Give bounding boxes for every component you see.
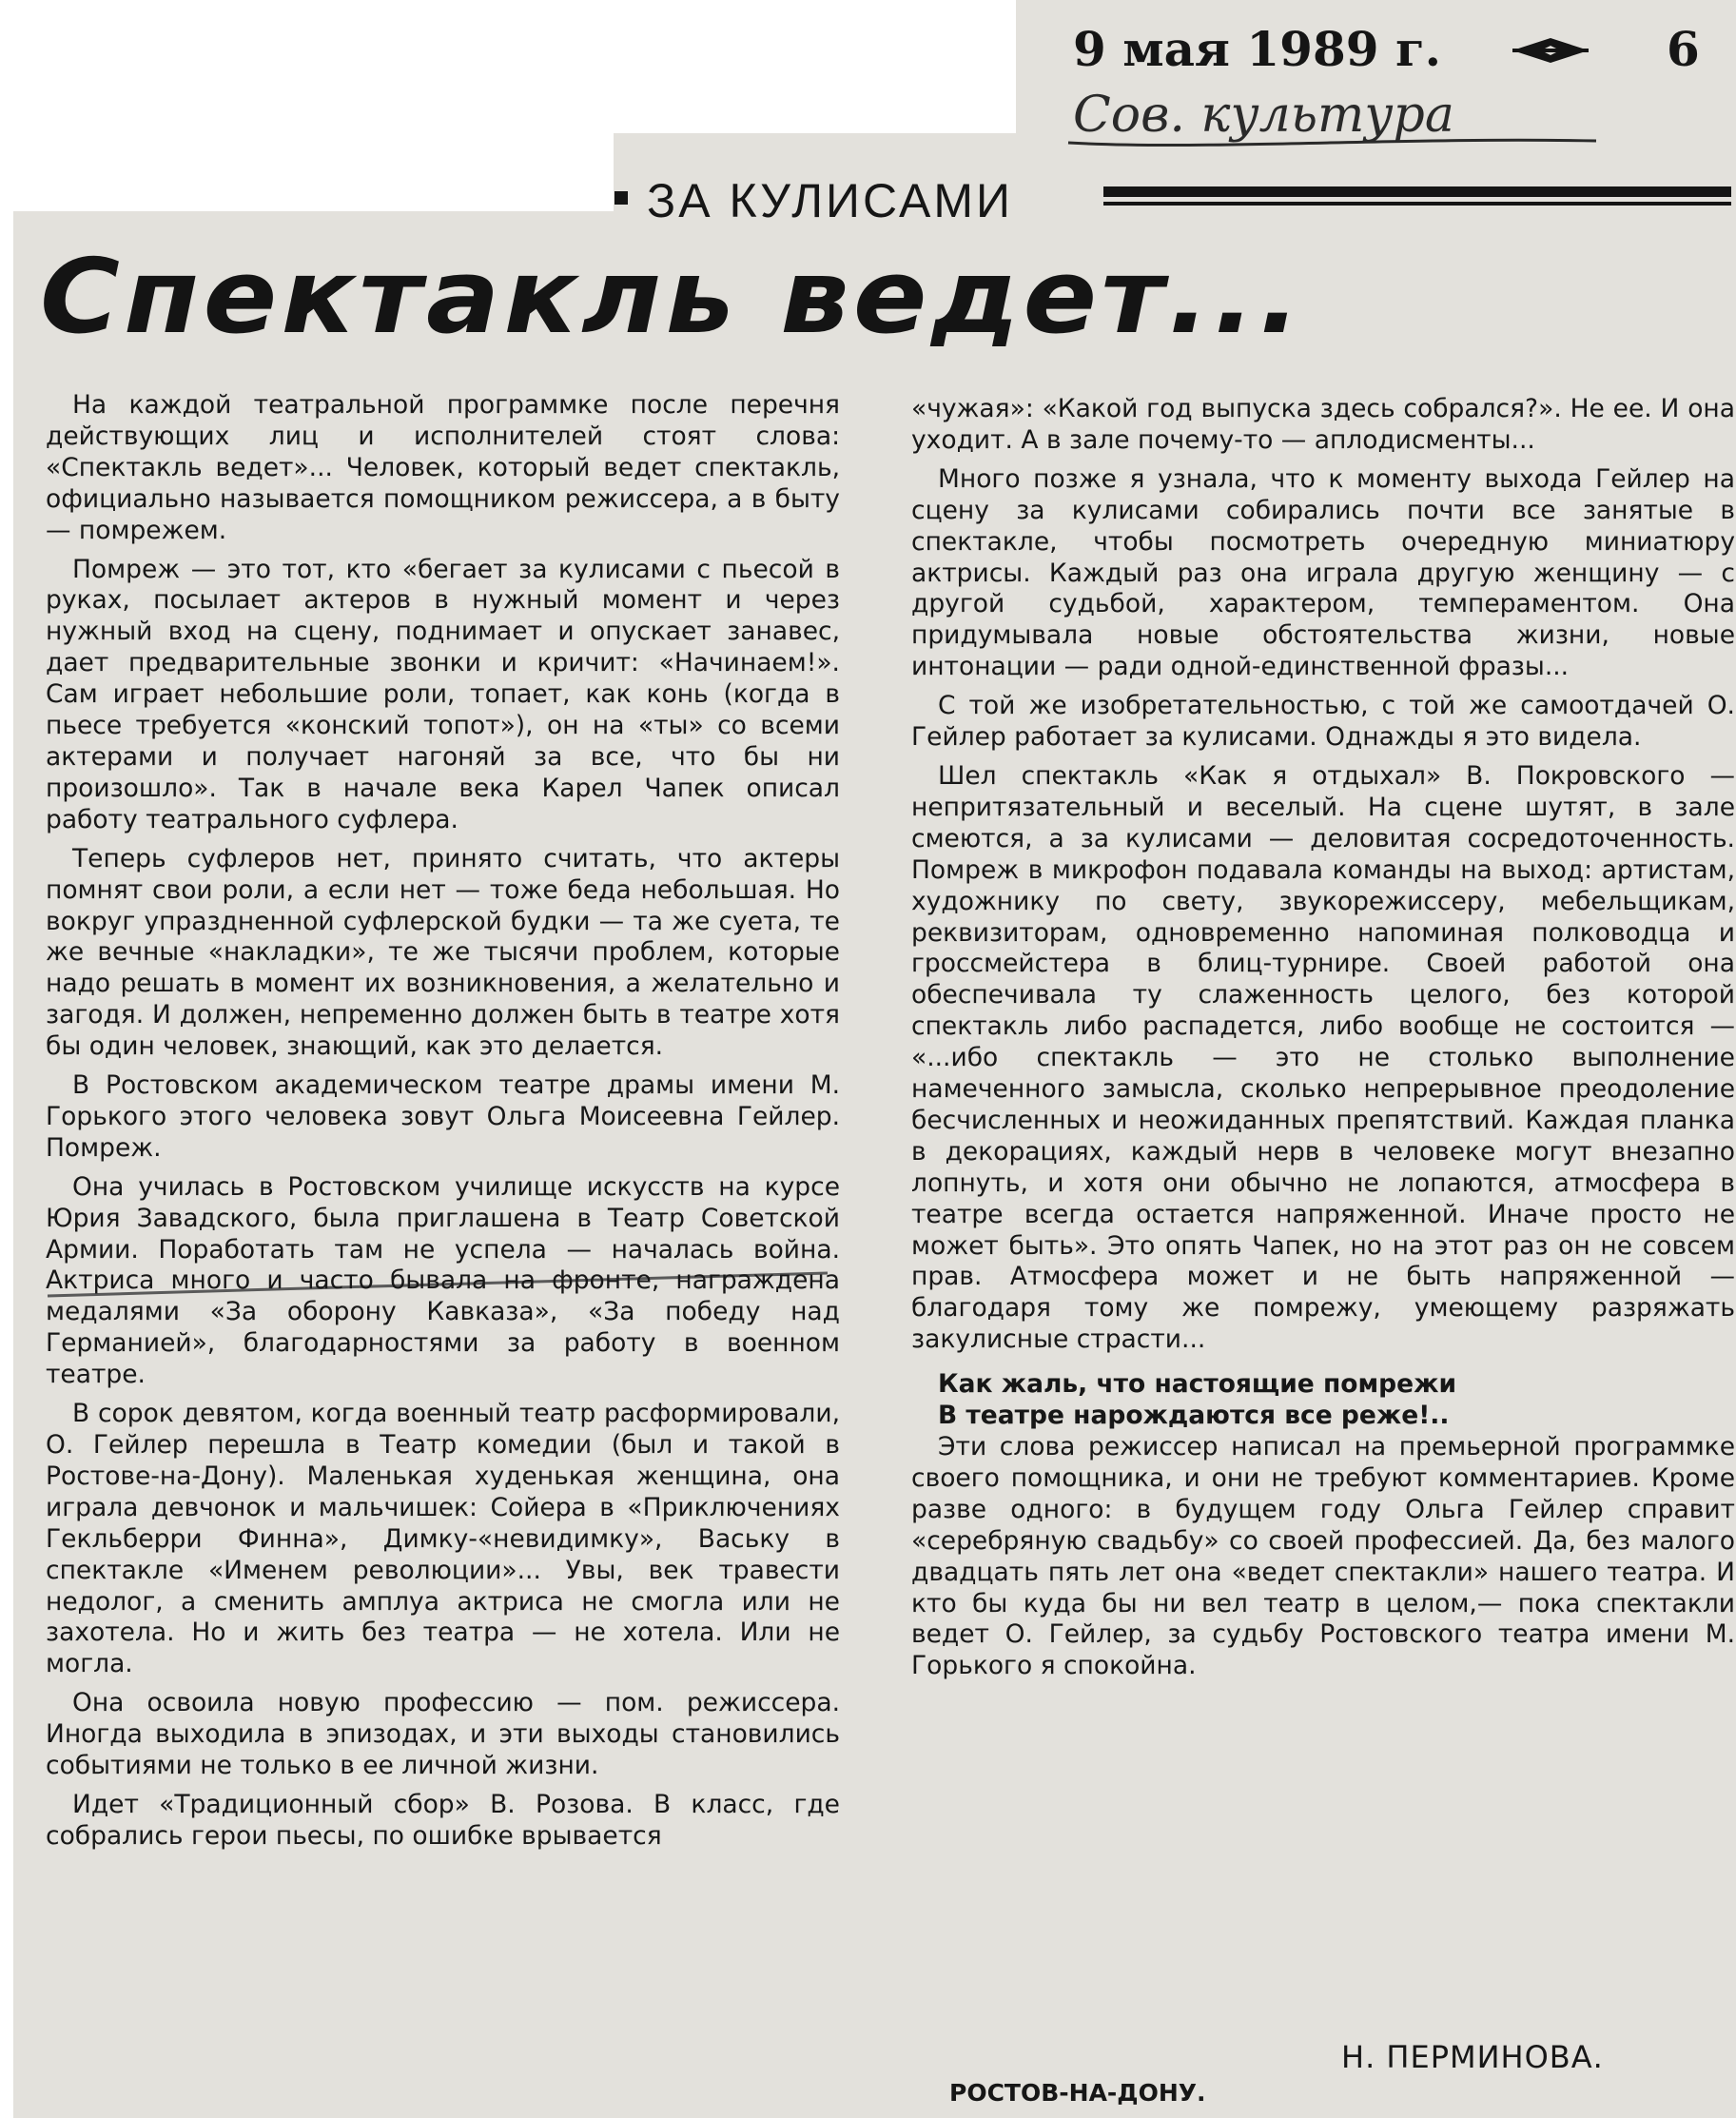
paragraph: Много позже я узнала, что к моменту выхода Гейлер на сцену за кулисами собирались почти все занятые в спектакле, чтобы посмотреть очередную миниатюру актрисы. Каждый раз она играла другую женщину — с другой судьбой, характером, темпераментом. Она придумывала новые обстоятельства жизни, новые интонации — ради одной-единственной фразы... bbox=[911, 463, 1735, 682]
paragraph: Помреж — это тот, кто «бегает за кулисами с пьесой в руках, посылает актеров в нужный момент и через нужный вход на сцену, поднимает и опускает занавес, дает предварительные звонки и кричит: «Начинаем!». Сам играет небольшие роли, топает, как конь (когда в пьесе требуется «конский топот»), он на «ты» со всеми актерами и получает нагоняй за все, что бы ни произошло». Так в начале века Карел Чапек описал работу театрального суфлера. bbox=[46, 554, 840, 834]
dateline-city: РОСТОВ-НА-ДОНУ. bbox=[949, 2079, 1206, 2107]
page-number: 6 bbox=[1667, 21, 1700, 77]
rubric-text: ЗА КУЛИСАМИ bbox=[647, 174, 1013, 227]
section-rubric bbox=[609, 173, 1013, 228]
paragraph: На каждой театральной программке после перечня действующих лиц и исполнителей стоят слова: «Спектакль ведет»... Человек, который ведет спектакль, официально называется помощником режиссера, а в быту — помрежем. bbox=[46, 390, 840, 545]
diamond-ornament-icon bbox=[1512, 36, 1589, 65]
issue-date: 9 мая 1989 г. bbox=[1073, 21, 1441, 77]
paragraph: Эти слова режиссер написал на премьерной программке своего помощника, и они не требуют комментариев. Кроме разве одного: в будущем году Ольга Гейлер справит «серебряную свадьбу» со своей профессией. Да, без малого двадцать пять лет она «ведет спектакли» нашего театра. И кто бы куда бы ни вел театр в целом,— пока спектакли ведет О. Гейлер, за судьбу Ростовского театра имени М. Горького я спокойна. bbox=[911, 1432, 1735, 1681]
rubric-rule-thin bbox=[1103, 202, 1731, 206]
article-headline: Спектакль ведет... bbox=[40, 238, 1305, 357]
paragraph: Шел спектакль «Как я отдыхал» В. Покровского — непритязательный и веселый. На сцене шутят, в зале смеются, а за кулисами — деловитая сосредоточенность. Помреж в микрофон подавала команды на выход: артистам, художнику по свету, звукорежиссеру, мебельщикам, реквизиторам, одновременно напоминая полководца и гроссмейстера в блиц-турнире. Своей работой она обеспечивала ту слаженность целого, без которой спектакль либо распадется, либо вообще не состоится — «...ибо спектакль — это не столько выполнение намеченного замысла, сколько непрерывное преодоление бесчисленных и неожиданных препятствий. Каждая планка в декорациях, каждый нерв в человеке могут внезапно лопнуть, и хотя они обычно не лопаются, атмосфера в театре всегда остается напряженной. Иначе просто не может быть». Это опять Чапек, но на этот раз он не совсем прав. Атмосфера может и не быть напряженной — благодаря тому же помрежу, умеющему разряжать закулисные страсти... bbox=[911, 760, 1735, 1355]
paragraph: Она освоила новую профессию — пом. режиссера. Иногда выходила в эпизодах, и эти выходы становились событиями не только в ее личной жизни. bbox=[46, 1688, 840, 1781]
handwritten-source-note bbox=[1063, 84, 1606, 158]
paragraph: В сорок девятом, когда военный театр расформировали, О. Гейлер перешла в Театр комедии (был и такой в Ростове-на-Дону). Маленькая худенькая женщина, она играла девчонок и мальчишек: Сойера в «Приключениях Гекльберри Финна», Димку-«невидимку», Ваську в спектакле «Именем революции»... Увы, век травести недолог, а сменить амплуа актриса не смогла или не захотела. Но и жить без театра — не хотела. Или не могла. bbox=[46, 1399, 840, 1679]
verse-line: В театре нарождаются все реже!.. bbox=[938, 1401, 1450, 1431]
left-text-column bbox=[46, 390, 840, 1853]
paragraph: С той же изобретательностью, с той же самоотдачей О. Гейлер работает за кулисами. Однажды я это видела. bbox=[911, 691, 1735, 753]
author-signature: Н. ПЕРМИНОВА. bbox=[1341, 2039, 1604, 2075]
right-text-column bbox=[911, 394, 1735, 1682]
paragraph: «чужая»: «Какой год выпуска здесь собрался?». Не ее. И она уходит. А в зале почему-то — аплодисменты... bbox=[911, 394, 1735, 455]
paragraph: Теперь суфлеров нет, принято считать, что актеры помнят свои роли, а если нет — тоже беда небольшая. Но вокруг упраздненной суфлерской будки — та же суета, те же вечные «накладки», те же тысячи проблем, которые надо решать в момент их возникновения, а желательно и загодя. И должен, непременно должен быть в театре хотя бы один человек, знающий, как это делается. bbox=[46, 843, 840, 1062]
paragraph: В Ростовском академическом театре драмы имени М. Горького этого человека зовут Ольга Моисеевна Гейлер. Помреж. bbox=[46, 1070, 840, 1163]
handwritten-text: Сов. культура bbox=[1073, 87, 1454, 144]
paragraph: Она училась в Ростовском училище искусств на курсе Юрия Завадского, была приглашена в Театр Советской Армии. Поработать там не успела — началась война. Актриса много и часто бывала на фронте, награждена медалями «За оборону Кавказа», «За победу над Германией», благодарностями за работу в военном театре. bbox=[46, 1171, 840, 1390]
verse-line: Как жаль, что настоящие помрежи bbox=[938, 1369, 1457, 1400]
rubric-rule-thick bbox=[1103, 186, 1731, 197]
paragraph: Идет «Традиционный сбор» В. Розова. В класс, где собрались герои пьесы, по ошибке врывается bbox=[46, 1789, 840, 1851]
